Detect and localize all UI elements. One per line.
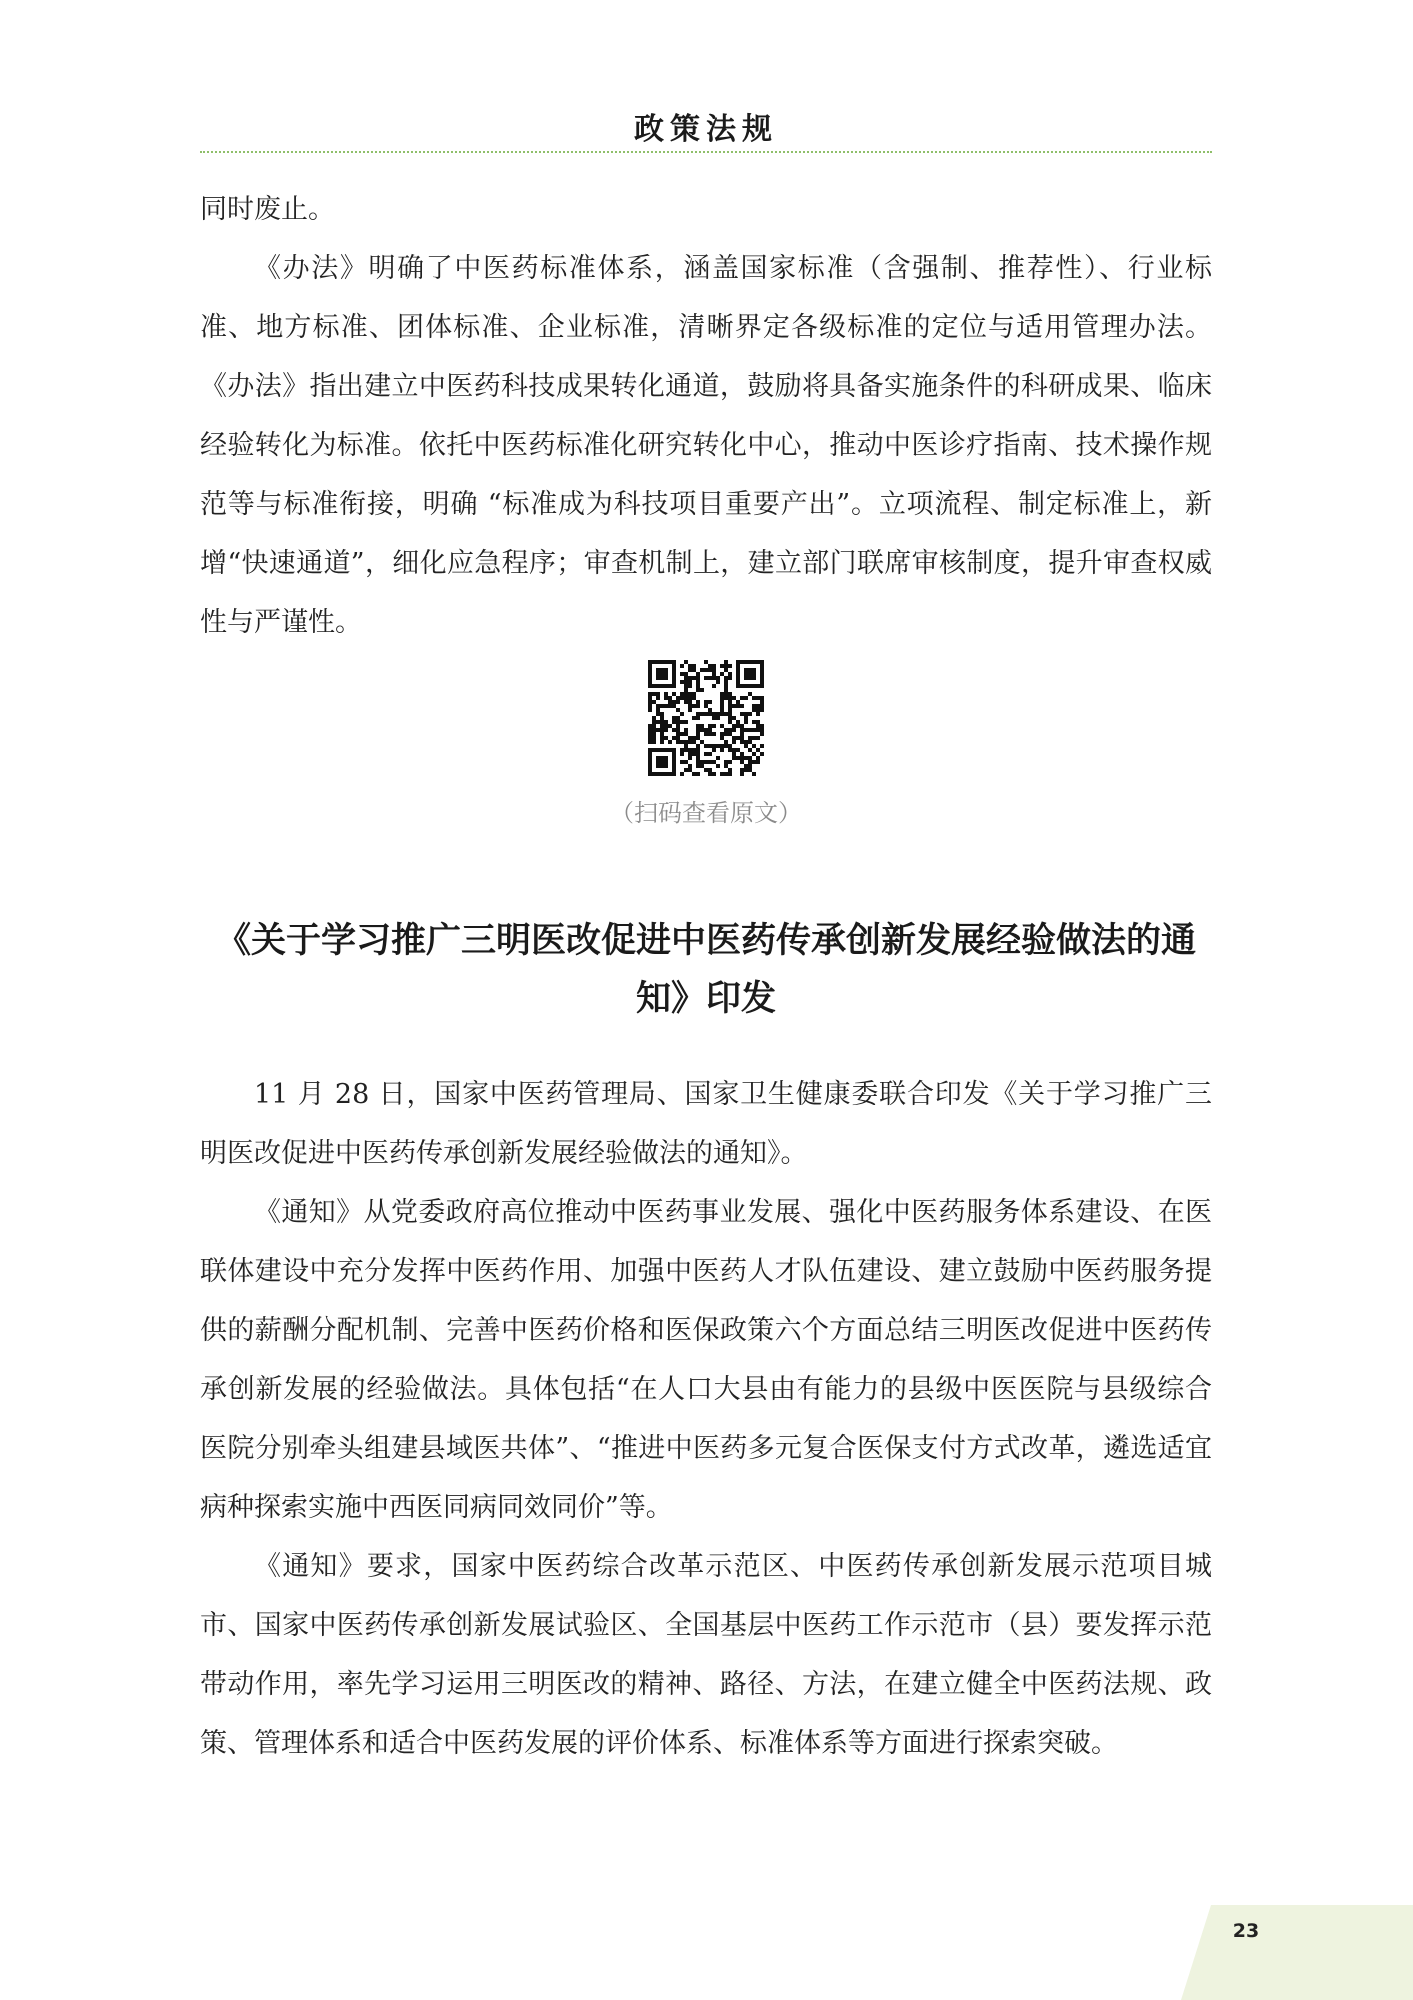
page-number: 23 [1232,1920,1260,1942]
qr-code[interactable] [648,660,764,776]
article-paragraph: 《通知》要求，国家中医药综合改革示范区、中医药传承创新发展示范项目城市、国家中医药传承创新发展试验区、全国基层中医药工作示范市（县）要发挥示范带动作用，率先学习运用三明医改的精神、路径、方法，在建立健全中医药法规、政策、管理体系和适合中医药发展的评价体系、标准体系等方面进行探索突破。 [200,1551,1212,1759]
header-divider [200,151,1212,153]
article-paragraph: 11 月 28 日，国家中医药管理局、国家卫生健康委联合印发《关于学习推广三明医改促进中医药传承创新发展经验做法的通知》。 [200,1079,1212,1169]
article-title [200,912,1212,1028]
article-title-line2: 知》印发 [635,979,776,1019]
section-header: 政策法规 [634,112,778,147]
article-paragraph: 《通知》从党委政府高位推动中医药事业发展、强化中医药服务体系建设、在医联体建设中充分发挥中医药作用、加强中医药人才队伍建设、建立鼓励中医药服务提供的薪酬分配机制、完善中医药价格和医保政策六个方面总结三明医改促进中医药传承创新发展的经验做法。具体包括“在人口大县由有能力的县级中医医院与县级综合医院分别牵头组建县域医共体”、“推进中医药多元复合医保支付方式改革，遴选适宜病种探索实施中西医同病同效同价”等。 [200,1197,1212,1523]
body-paragraph: 《办法》明确了中医药标准体系，涵盖国家标准（含强制、推荐性）、行业标准、地方标准、团体标准、企业标准，清晰界定各级标准的定位与适用管理办法。《办法》指出建立中医药科技成果转化通道，鼓励将具备实施条件的科研成果、临床经验转化为标准。依托中医药标准化研究转化中心，推动中医诊疗指南、技术操作规范等与标准衔接，明确 “标准成为科技项目重要产出”。立项流程、制定标准上，新增“快速通道”，细化应急程序；审查机制上，建立部门联席审核制度，提升审查权威性与严谨性。 [200,253,1212,638]
continuation-text: 同时废止。 [200,194,335,225]
article-title-line1: 《关于学习推广三明医改促进中医药传承创新发展经验做法的通 [215,921,1196,961]
qr-caption: （扫码查看原文） [610,799,802,827]
